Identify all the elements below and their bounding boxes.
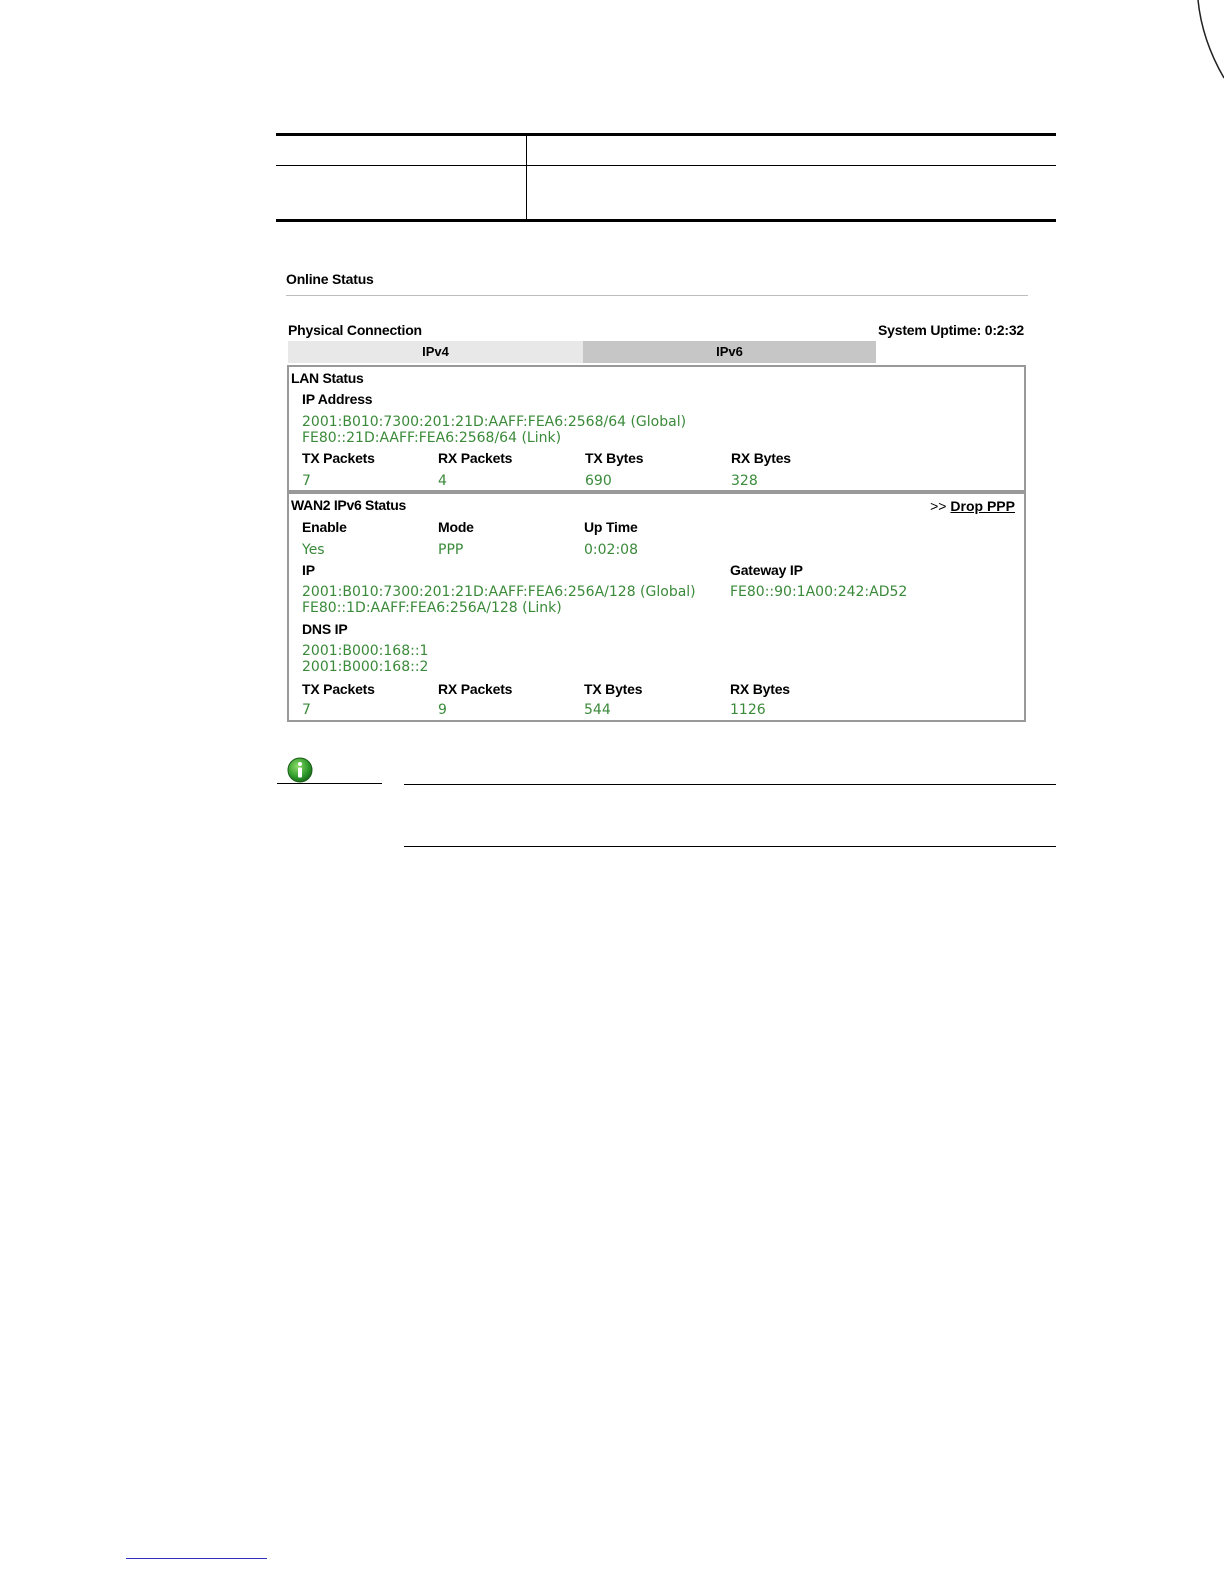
wan-gateway-value: FE80::90:1A00:242:AD52 (730, 584, 908, 600)
wan-rx-packets-label: RX Packets (438, 681, 513, 697)
online-status-panel (284, 264, 1030, 724)
lan-rx-bytes-label: RX Bytes (731, 450, 791, 466)
lan-ip-address-label: IP Address (302, 391, 373, 407)
wan-ip-label: IP (302, 562, 315, 578)
page-corner-curve (1170, 0, 1224, 80)
drop-ppp-link[interactable]: Drop PPP (950, 498, 1015, 514)
note-icon-rule (277, 783, 382, 784)
wan-dns-label: DNS IP (302, 621, 348, 637)
drop-ppp-control (930, 498, 1015, 514)
title-divider (286, 295, 1028, 296)
lan-tx-bytes-label: TX Bytes (585, 450, 644, 466)
wan-rx-packets-value: 9 (438, 702, 447, 718)
ip-version-tabs (288, 341, 876, 363)
lan-rx-bytes-value: 328 (731, 473, 758, 489)
lan-ip-global: 2001:B010:7300:201:21D:AAFF:FEA6:2568/64 (Global) (302, 414, 687, 430)
wan-uptime-value: 0:02:08 (584, 542, 638, 558)
lan-status-box (287, 365, 1026, 492)
lan-rx-packets-label: RX Packets (438, 450, 513, 466)
lan-tx-packets-value: 7 (302, 473, 311, 489)
table-column-divider (526, 136, 527, 219)
footer-rule (126, 1558, 267, 1559)
note-top-rule (404, 784, 1056, 785)
wan-dns-primary: 2001:B000:168::1 (302, 643, 429, 659)
drop-arrows: >> (930, 498, 947, 514)
wan-tx-bytes-value: 544 (584, 702, 611, 718)
page-title: Online Status (286, 271, 374, 287)
lan-tx-packets-label: TX Packets (302, 450, 375, 466)
wan-enable-value: Yes (302, 542, 325, 558)
tab-ipv4[interactable]: IPv4 (288, 341, 583, 363)
empty-table (276, 133, 1056, 222)
lan-rx-packets-value: 4 (438, 473, 447, 489)
wan-status-title: WAN2 IPv6 Status (291, 497, 407, 513)
wan-ip-link: FE80::1D:AAFF:FEA6:256A/128 (Link) (302, 600, 562, 616)
info-icon (287, 757, 313, 783)
wan2-ipv6-status-box (287, 492, 1026, 722)
wan-gateway-label: Gateway IP (730, 562, 803, 578)
lan-tx-bytes-value: 690 (585, 473, 612, 489)
wan-mode-value: PPP (438, 542, 464, 558)
wan-dns-secondary: 2001:B000:168::2 (302, 659, 429, 675)
system-uptime: System Uptime: 0:2:32 (878, 322, 1024, 338)
wan-rx-bytes-label: RX Bytes (730, 681, 790, 697)
table-row-divider (276, 165, 1056, 166)
tab-ipv6[interactable]: IPv6 (583, 341, 876, 363)
wan-tx-bytes-label: TX Bytes (584, 681, 643, 697)
wan-rx-bytes-value: 1126 (730, 702, 766, 718)
wan-tx-packets-value: 7 (302, 702, 311, 718)
wan-uptime-label: Up Time (584, 519, 638, 535)
physical-connection-label: Physical Connection (288, 322, 422, 338)
wan-tx-packets-label: TX Packets (302, 681, 375, 697)
wan-enable-label: Enable (302, 519, 347, 535)
wan-mode-label: Mode (438, 519, 474, 535)
lan-status-title: LAN Status (291, 370, 364, 386)
wan-ip-global: 2001:B010:7300:201:21D:AAFF:FEA6:256A/128 (Global) (302, 584, 696, 600)
lan-ip-link: FE80::21D:AAFF:FEA6:2568/64 (Link) (302, 430, 562, 446)
note-bottom-rule (404, 846, 1056, 847)
